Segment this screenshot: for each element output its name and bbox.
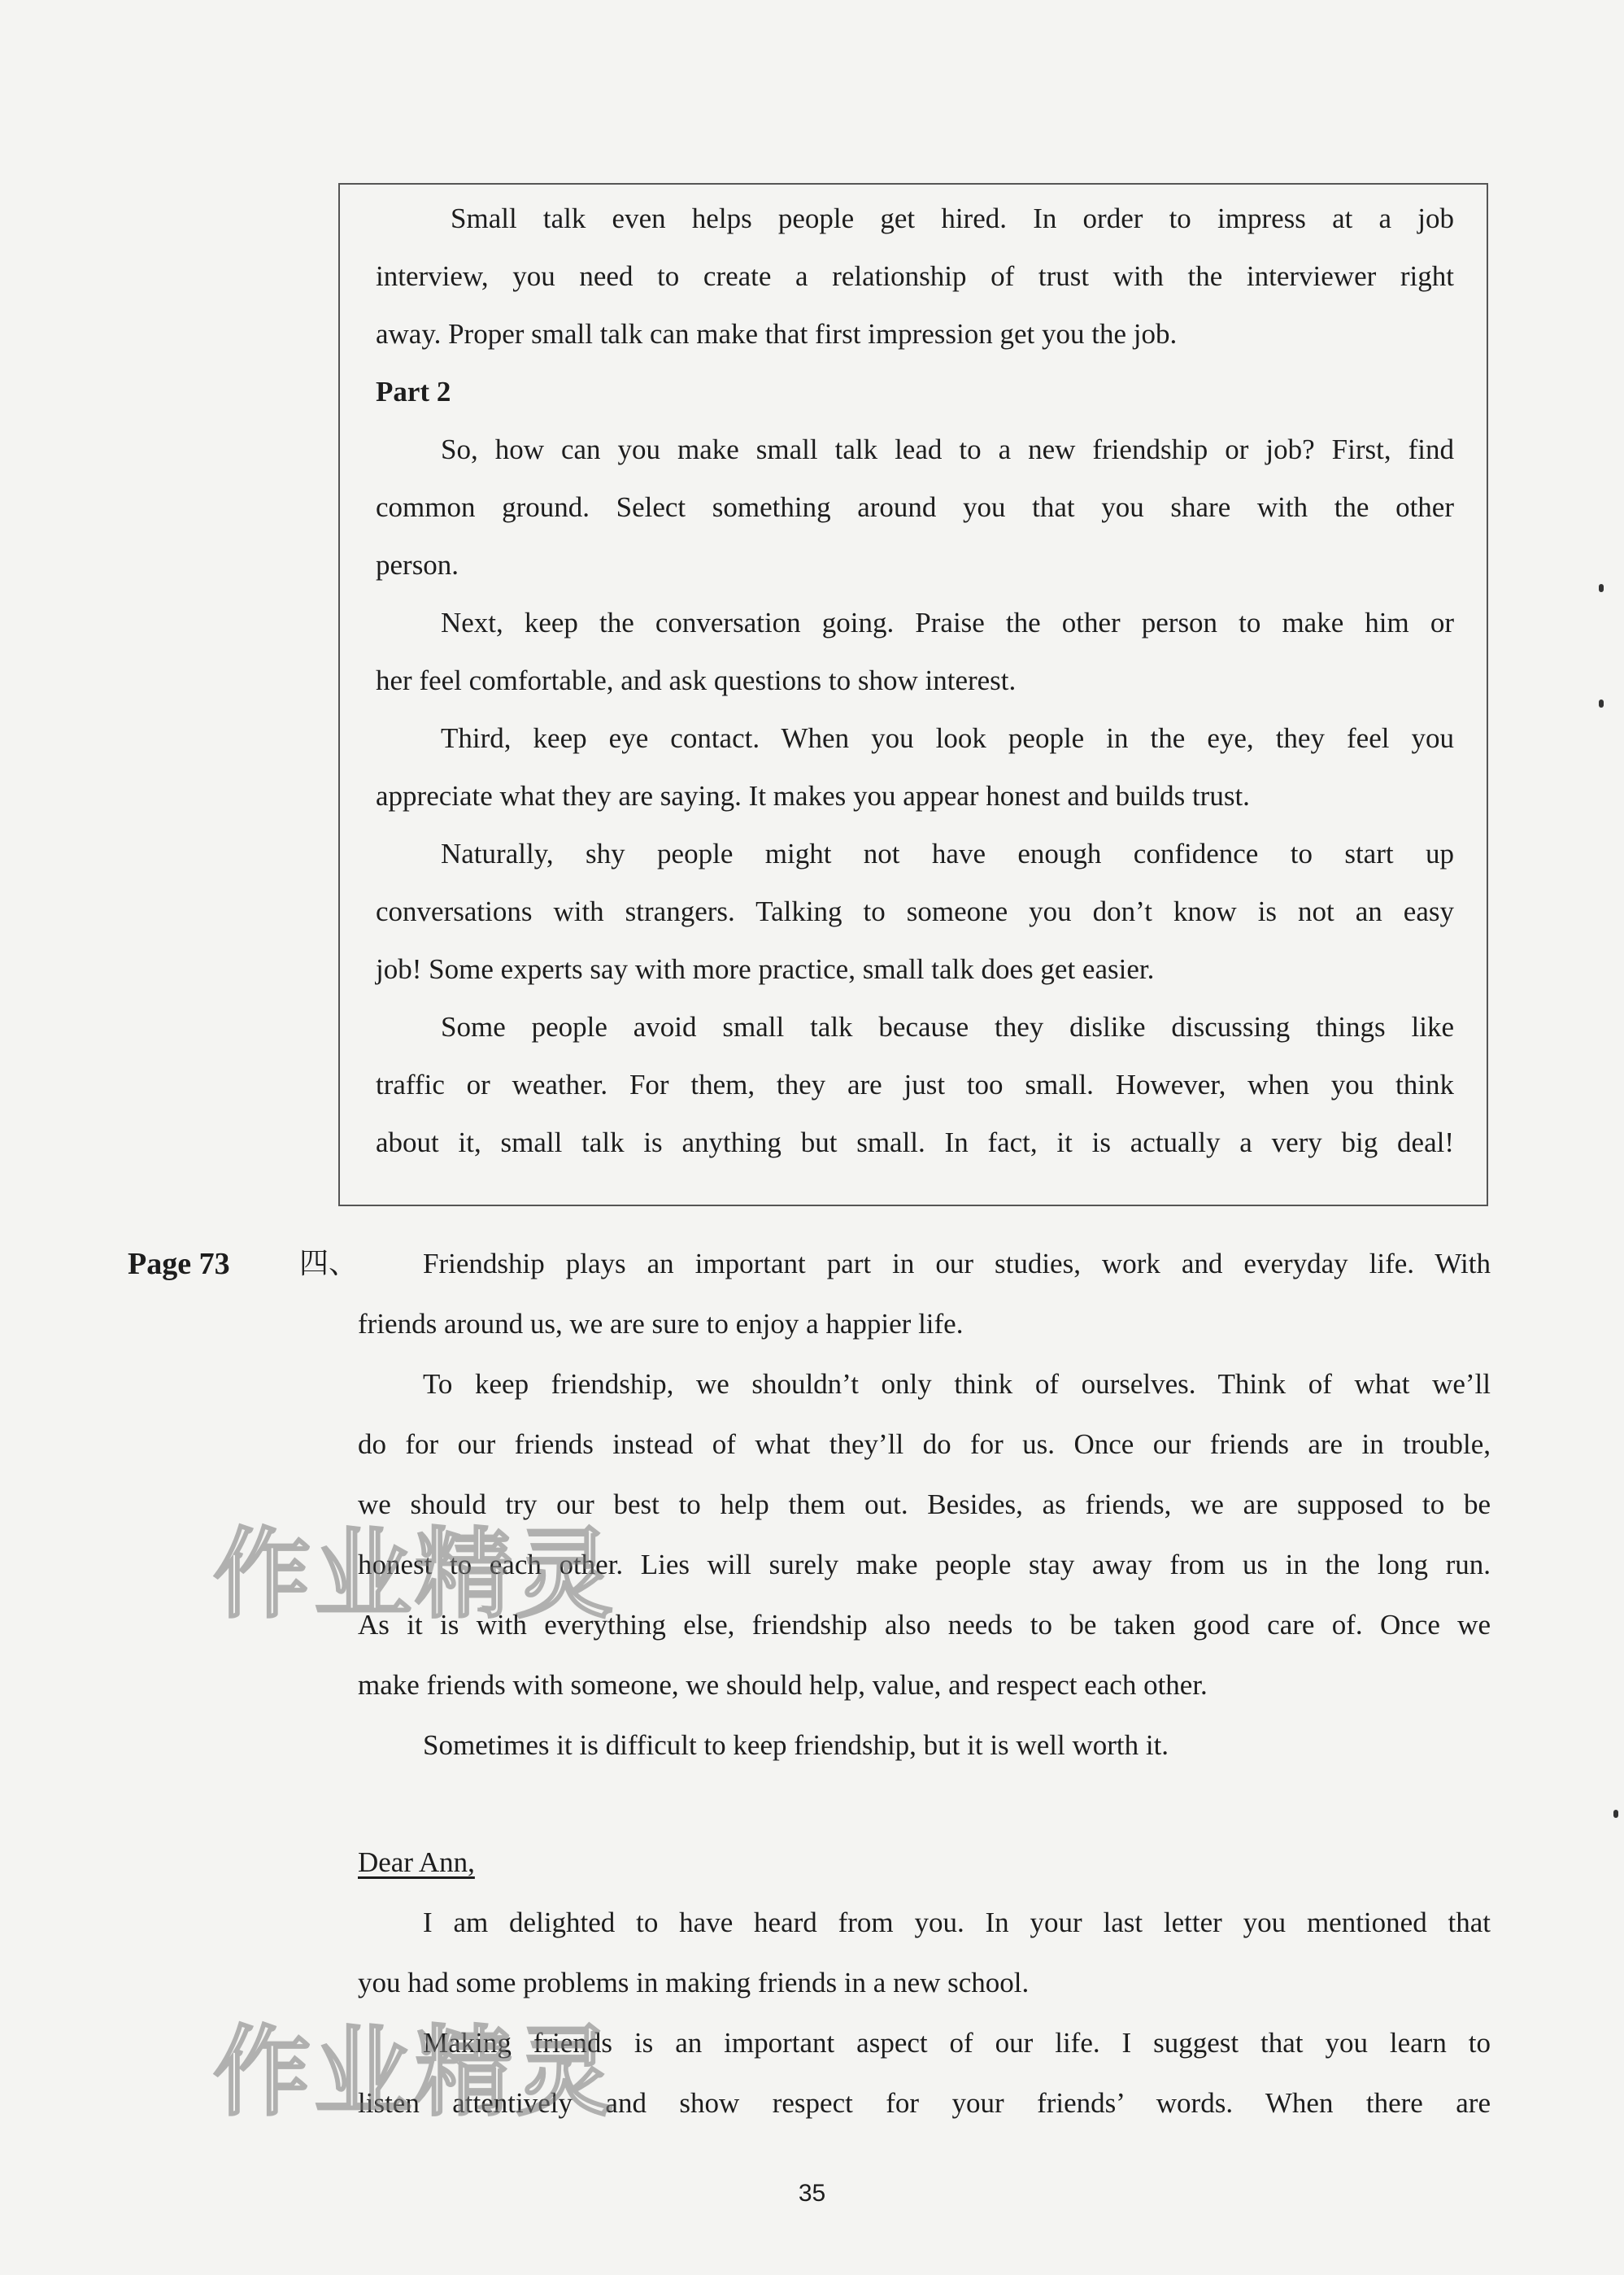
passage-line: common ground. Select something around you that you share with the other bbox=[376, 491, 1454, 523]
essay-line: Sometimes it is difficult to keep friendship, but it is well worth it. bbox=[423, 1729, 1169, 1761]
passage-line: job! Some experts say with more practice, small talk does get easier. bbox=[376, 953, 1155, 985]
passage-line: conversations with strangers. Talking to someone you don’t know is not an easy bbox=[376, 896, 1454, 927]
passage-line: Small talk even helps people get hired. In order to impress at a job bbox=[451, 203, 1454, 234]
reading-passage-box bbox=[338, 183, 1488, 1206]
letter-greeting: Dear Ann, bbox=[358, 1846, 475, 1878]
essay-line: friends around us, we are sure to enjoy a happier life. bbox=[358, 1308, 964, 1340]
letter-line: listen attentively and show respect for your friends’ words. When there are bbox=[358, 2087, 1491, 2119]
essay-line: As it is with everything else, friendship also needs to be taken good care of. Once we bbox=[358, 1609, 1491, 1641]
passage-line: about it, small talk is anything but small. In fact, it is actually a very big deal! bbox=[376, 1127, 1454, 1158]
passage-line: traffic or weather. For them, they are just too small. However, when you think bbox=[376, 1069, 1454, 1100]
passage-line: appreciate what they are saying. It makes you appear honest and builds trust. bbox=[376, 780, 1250, 812]
passage-line: Naturally, shy people might not have enough confidence to start up bbox=[441, 838, 1454, 869]
letter-line: I am delighted to have heard from you. In your last letter you mentioned that bbox=[423, 1907, 1491, 1938]
watermark-logo: 作业精灵 bbox=[213, 2016, 616, 2129]
margin-mark bbox=[1599, 699, 1604, 708]
page-reference-label: Page 73 bbox=[128, 1247, 230, 1281]
passage-line: Third, keep eye contact. When you look people in the eye, they feel you bbox=[441, 722, 1454, 754]
essay-line: To keep friendship, we shouldn’t only think of ourselves. Think of what we’ll bbox=[423, 1368, 1491, 1400]
part-heading: Part 2 bbox=[376, 376, 451, 407]
passage-line: her feel comfortable, and ask questions to show interest. bbox=[376, 665, 1017, 696]
essay-line: do for our friends instead of what they’ll do for us. Once our friends are in trouble, bbox=[358, 1428, 1491, 1460]
passage-line: interview, you need to create a relationship of trust with the interviewer right bbox=[376, 260, 1454, 292]
passage-line: person. bbox=[376, 549, 459, 581]
question-number-label: 四、 bbox=[299, 1247, 359, 1280]
passage-line: away. Proper small talk can make that first impression get you the job. bbox=[376, 318, 1178, 350]
essay-line: we should try our best to help them out. Besides, as friends, we are supposed to be bbox=[358, 1488, 1491, 1520]
essay-line: honest to each other. Lies will surely make people stay away from us in the long run. bbox=[358, 1549, 1491, 1580]
letter-line: Making friends is an important aspect of our life. I suggest that you learn to bbox=[423, 2027, 1491, 2059]
page-number: 35 bbox=[798, 2180, 826, 2207]
watermark-logo: 作业精灵 bbox=[213, 1519, 616, 1632]
passage-line: So, how can you make small talk lead to a new friendship or job? First, find bbox=[441, 434, 1454, 465]
passage-line: Some people avoid small talk because they dislike discussing things like bbox=[441, 1011, 1454, 1043]
margin-mark bbox=[1599, 584, 1604, 592]
essay-line: Friendship plays an important part in our studies, work and everyday life. With bbox=[423, 1248, 1491, 1279]
margin-mark bbox=[1613, 1810, 1618, 1818]
essay-line: make friends with someone, we should help, value, and respect each other. bbox=[358, 1669, 1208, 1701]
letter-line: you had some problems in making friends in a new school. bbox=[358, 1967, 1030, 1998]
passage-line: Next, keep the conversation going. Praise the other person to make him or bbox=[441, 607, 1454, 638]
